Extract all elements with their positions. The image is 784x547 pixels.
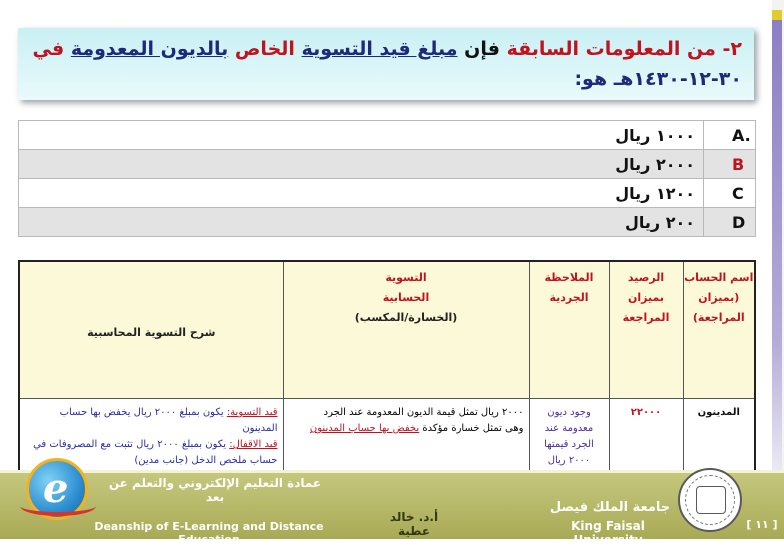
header-adjustment-title-2: الحسابية (382, 291, 430, 304)
answer-b-letter[interactable]: B (704, 150, 756, 179)
answer-c-letter[interactable]: C (704, 179, 756, 208)
header-explanation: شرح التسوية المحاسبية (19, 261, 283, 399)
answer-row-b[interactable] (19, 150, 756, 179)
adjustment-reduce-note: يخفض بها حساب المدينون (309, 423, 420, 434)
header-note: الملاحظة الجردية (529, 261, 609, 399)
deanship-name-arabic: عمادة التعليم الإلكتروني والتعلم عن بعد (108, 476, 322, 504)
question-part-2: فإن (464, 38, 500, 60)
answer-d-text[interactable]: ٢٠٠ ريال (19, 208, 704, 237)
question-part-3: مبلغ قيد التسوية (301, 38, 458, 60)
answer-row-d[interactable] (19, 208, 756, 237)
answer-row-a[interactable] (19, 121, 756, 150)
university-name-arabic: جامعة الملك فيصل (549, 500, 671, 515)
answer-d-letter[interactable]: D (704, 208, 756, 237)
header-balance: الرصيد بميزان المراجعة (609, 261, 683, 399)
right-decoration-stripe (772, 20, 782, 480)
explanation-table (18, 260, 756, 477)
answer-c-text[interactable]: ١٢٠٠ ريال (19, 179, 704, 208)
footer-top-line (0, 470, 784, 473)
adjustment-line-2: وهى تمثل خسارة مؤكدة يخفض بها حساب المدينون (309, 423, 524, 434)
header-adjustment-title-1: التسوية (385, 271, 427, 284)
question-part-4: الخاص (234, 38, 295, 60)
right-decoration-accent (772, 10, 782, 20)
closing-entry-text: يكون بمبلغ ٢٠٠٠ ريال تثبت مع المصروفات في حساب ملخص الدخل (جانب مدين) (33, 439, 278, 466)
question-line-2: ٣٠-١٢-١٤٣٠هـ هو: (574, 68, 742, 90)
explanation-header-row (19, 261, 755, 399)
closing-entry-label: قيد الاقفال: (229, 439, 278, 450)
answer-b-text[interactable]: ٢٠٠٠ ريال (19, 150, 704, 179)
answer-a-letter[interactable]: A. (704, 121, 756, 150)
answer-a-text[interactable]: ١٠٠٠ ريال (19, 121, 704, 150)
question-part-5: بالديون المعدومة (70, 38, 229, 60)
cell-balance: ٢٢٠٠٠ (609, 399, 683, 477)
cell-account: المدينون (683, 399, 755, 477)
seal-book-icon (696, 486, 726, 514)
page-number: [ ١١ ] (746, 518, 778, 531)
header-adjustment (283, 261, 529, 399)
answers-table (18, 120, 756, 237)
university-name-english: King Faisal University (571, 519, 645, 547)
question-part-6: في (32, 38, 65, 60)
presenter-name: أ.د. خالد عطية (389, 510, 439, 538)
elearning-logo-icon: e (26, 458, 88, 520)
question-number: ٢- (722, 38, 742, 60)
question-part-1: من المعلومات السابقة (506, 38, 716, 60)
explanation-data-row (19, 399, 755, 477)
explanation-adjusting-entry (25, 405, 278, 437)
question-box (18, 28, 754, 100)
answer-row-c[interactable] (19, 179, 756, 208)
cell-adjustment (283, 399, 529, 477)
adjustment-line-1: ٢٠٠٠ ريال تمثل قيمة الديون المعدومة عند الجرد (323, 407, 524, 418)
adjusting-entry-text: يكون بمبلغ ٢٠٠٠ ريال يخفض بها حساب المدينون (59, 407, 278, 434)
university-seal-icon (678, 468, 742, 532)
cell-note: وجود ديون معدومة عند الجرد قيمتها ٢٠٠٠ ريال (529, 399, 609, 477)
deanship-name-english: Deanship of E-Learning and Distance Education (94, 520, 324, 546)
logo-swoosh-icon (20, 496, 96, 516)
adjusting-entry-label: قيد التسوية: (226, 407, 278, 418)
header-account: اسم الحساب (بميزان المراجعة) (683, 261, 755, 399)
header-adjustment-sub: (الخسارة/المكسب) (354, 311, 458, 324)
